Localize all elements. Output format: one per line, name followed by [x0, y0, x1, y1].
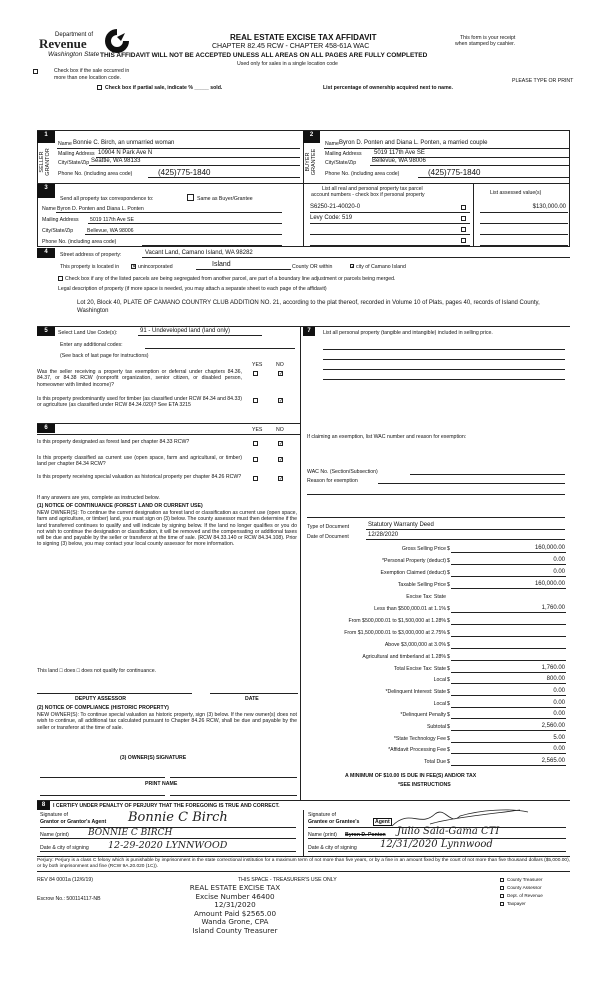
field-label: Signature of — [308, 812, 336, 818]
fee-value[interactable]: 0.00 — [553, 688, 565, 694]
personal-property-checkbox[interactable] — [461, 205, 466, 210]
grantor-printed-name[interactable]: BONNIE C BIRCH — [88, 828, 173, 838]
unincorporated-checkbox[interactable]: ✕ — [132, 264, 137, 270]
field-label: Phone No. (including area code) — [42, 239, 117, 245]
dollar-sign: $ — [447, 570, 450, 576]
buyer-grantee-label: BUYER GRANTEE — [305, 148, 317, 176]
treasurer-stamp — [150, 884, 320, 936]
field-label: Enter any additional codes: — [60, 342, 123, 348]
fee-label: Total Due — [424, 759, 446, 765]
legal-description[interactable]: Lot 20, Block 40, PLATE OF CAMANO COUNTRY CLUB ADDITION NO. 21, according to the plat thereof, recorded in Volume 10 of Plats, pages 40, records of Island County, Washington — [77, 300, 540, 314]
fee-label: Total Excise Tax: State — [393, 666, 446, 672]
dollar-sign: $ — [447, 701, 450, 707]
no-checkbox[interactable]: ✓ — [279, 371, 284, 377]
owner-signature-label: (3) OWNER(S) SIGNATURE — [120, 755, 187, 761]
field-label: city of Camano Island — [356, 264, 406, 270]
form-title: REAL ESTATE EXCISE TAX AFFIDAVIT — [230, 33, 377, 42]
field-label: Grantor or Grantor's Agent — [40, 819, 107, 825]
field-label: City/State/Zip — [42, 228, 74, 234]
same-as-buyer-label: Same as Buyer/Grantee — [197, 196, 253, 202]
yes-checkbox[interactable] — [253, 398, 258, 403]
fee-value[interactable]: 800.00 — [546, 676, 565, 682]
form-subtitle: CHAPTER 82.45 RCW - CHAPTER 458-61A WAC — [212, 43, 370, 50]
field-label: Type of Document — [307, 524, 350, 530]
dollar-sign: $ — [447, 747, 450, 753]
compliance-text: NEW OWNER(S): To continue special valuation as historic property, sign (3) below. If the new owner(s) does not wish to continue, all additional tax calculated pursuant to Chapter 84.26 RCW, shall be due and payable by the seller or transferor at the time of sale. — [37, 712, 297, 731]
copy-label: County Treasurer — [507, 877, 543, 882]
please-type: PLEASE TYPE OR PRINT — [512, 78, 574, 84]
section-number: 2 — [303, 131, 320, 143]
dollar-sign: $ — [447, 759, 450, 765]
fee-value[interactable]: 5.00 — [553, 735, 565, 741]
stamp-line: 12/31/2020 — [214, 900, 256, 910]
fee-label: Agricultural and timberland at 1.28% — [362, 654, 446, 660]
fee-value[interactable]: 0.00 — [553, 746, 565, 752]
buyer-city[interactable]: Bellevue, WA 98006 — [372, 158, 426, 164]
correspondence-name[interactable]: Byron D. Ponten and Diana L. Ponten — [57, 206, 144, 212]
personal-property-checkbox[interactable] — [461, 227, 466, 232]
parcel-number[interactable]: Levy Code: 519 — [310, 215, 353, 221]
dollar-sign: $ — [447, 630, 450, 636]
yes-checkbox[interactable] — [253, 441, 258, 446]
fee-value[interactable]: 0.00 — [553, 711, 565, 717]
minimum-note: A MINIMUM OF $10.00 IS DUE IN FEE(S) AND/OR TAX — [345, 773, 477, 779]
fee-label: *State Technology Fee — [393, 736, 446, 742]
continuance-text: NEW OWNER(S): To continue the current designation as forest land or classification as current use (open space, farm and agriculture, or timber) land, you must sign on (3) below. The county assessor must then determine if the land transferred continues to qualify and will indicate by signing below. If the land no longer qualifies or you do not wish to continue the designation or classification, it will be removed and the compensating or additional taxes will be due and payable by the seller or transferor at the time of sale. (RCW 84.33.140 or RCW 84.34.108). Prior to signing (3) below, you may contact your local county assessor for more information. — [37, 510, 297, 548]
field-label: Phone No. (including area code) — [325, 171, 400, 177]
perjury-notice: Perjury: Perjury is a class C felony which is punishable by imprisonment in the state correctional institution for a maximum term of not more than five years, or by a fine in an amount fixed by the court of not more than five thousand dollars ($5,000.00), or by both imprisonment and fine (RCW 9A.20.020 (1C)). — [37, 858, 570, 869]
copy-label: Dept. of Revenue — [507, 893, 543, 898]
receipt-note: This form is your receipt — [460, 35, 516, 41]
field-label: County OR within — [292, 264, 333, 270]
partial-sale-label: Check box if partial sale, indicate % _____ sold. — [105, 85, 223, 91]
field-label: Name (print) — [40, 832, 69, 838]
segregated-checkbox[interactable] — [58, 276, 63, 281]
fee-value[interactable]: 160,000.00 — [534, 581, 565, 587]
fee-value[interactable]: 160,000.00 — [534, 545, 565, 551]
location-note: Used only for sales in a single location code — [237, 61, 338, 67]
stamp-line: Wanda Grone, CPA — [201, 917, 269, 927]
property-street-address[interactable]: Vacant Land, Camano Island, WA 98282 — [145, 250, 253, 256]
field-label: Date & city of signing — [308, 845, 357, 851]
treasurer-use-label: THIS SPACE - TREASURER'S USE ONLY — [238, 877, 337, 883]
question-text: Is this property classified as current use (open space, farm and agricultural, or timber) land per chapter 84.34 RCW? — [37, 455, 242, 468]
seller-phone[interactable]: (425)775-1840 — [158, 168, 211, 177]
grantee-name-struck: Byron D. Ponten — [345, 832, 386, 838]
field-label: Name — [58, 141, 72, 147]
grantee-date-city[interactable]: 12/31/2020 Lynnwood — [380, 839, 493, 850]
assessed-value-header: List assessed value(s) — [490, 190, 542, 196]
continuance-title: (1) NOTICE OF CONTINUANCE (FOREST LAND OR CURRENT USE) — [37, 503, 203, 509]
dollar-sign: $ — [447, 677, 450, 683]
field-label: Phone No. (including area code) — [58, 171, 133, 177]
field-label: Date & city of signing — [40, 845, 89, 851]
fee-label: Taxable Selling Price — [397, 582, 446, 588]
fee-label: Local — [433, 701, 446, 707]
fee-value[interactable]: 0.00 — [553, 569, 565, 575]
field-label: This property is located in — [60, 264, 120, 270]
fee-value[interactable]: 2,565.00 — [541, 758, 565, 764]
fee-label: Local — [433, 677, 446, 683]
personal-property-label: List all personal property (tangible and intangible) included in selling price. — [323, 330, 493, 336]
buyer-phone[interactable]: (425)775-1840 — [428, 168, 481, 177]
question-text: Is this property receiving special valuation as historical property per chapter 84.26 RCW? — [37, 474, 242, 480]
no-checkbox[interactable]: ✓ — [279, 398, 284, 404]
copy-label: County Assessor — [507, 885, 542, 890]
grantor-signature[interactable]: Bonnie C Birch — [128, 810, 228, 825]
assessed-value[interactable]: $130,000.00 — [532, 204, 566, 210]
fee-label: *Affidavit Processing Fee — [388, 747, 446, 753]
dollar-sign: $ — [447, 582, 450, 588]
land-use-code[interactable]: 91 - Undeveloped land (land only) — [140, 328, 231, 334]
no-checkbox[interactable]: ✓ — [279, 457, 284, 463]
dollar-sign: $ — [447, 712, 450, 718]
section-number: 8 — [37, 801, 50, 810]
field-label: Mailing Address — [42, 217, 79, 223]
fee-label: *Personal Property (deduct) — [381, 558, 446, 564]
date-label: DATE — [245, 696, 259, 702]
fee-value[interactable]: 1,760.00 — [541, 665, 565, 671]
fee-label: Above $3,000,000 at 3.0% — [384, 642, 446, 648]
agent-circled: Agent — [375, 819, 390, 825]
copy-checkbox[interactable] — [500, 894, 504, 898]
certify-statement: I CERTIFY UNDER PENALTY OF PERJURY THAT THE FOREGOING IS TRUE AND CORRECT. — [53, 803, 280, 809]
stamp-line: Island County Treasurer — [192, 925, 278, 935]
stamp-line: Excise Number 46400 — [195, 891, 275, 901]
see-instructions: *SEE INSTRUCTIONS — [398, 782, 451, 788]
section-number: 4 — [37, 248, 55, 258]
correspondence-city[interactable]: Bellevue, WA 98006 — [87, 228, 134, 234]
copy-checkbox[interactable] — [500, 878, 504, 882]
dollar-sign: $ — [447, 736, 450, 742]
no-header: NO — [276, 362, 284, 368]
field-label: Grantee or Grantee's — [308, 819, 360, 825]
fee-label: From $500,000.01 to $1,500,000 at 1.28% — [348, 618, 446, 624]
yes-header: YES — [252, 427, 263, 433]
field-label: Name — [42, 206, 56, 212]
document-type[interactable]: Statutory Warranty Deed — [368, 522, 434, 528]
dollar-sign: $ — [447, 618, 450, 624]
send-correspondence-label: Send all property tax correspondence to: — [60, 196, 154, 202]
parcel-header: account numbers - check box if personal property — [311, 192, 425, 198]
form-revision: REV 84 0001a (12/6/19) — [37, 877, 93, 883]
yes-checkbox[interactable] — [253, 371, 258, 376]
seller-grantor-label: SELLER GRANTOR — [39, 148, 51, 176]
section-number: 1 — [37, 131, 55, 143]
dollar-sign: $ — [447, 689, 450, 695]
field-label: Date of Document — [307, 534, 349, 540]
escrow-number: Escrow No.: 500114117-NB — [37, 896, 101, 902]
correspondence-address[interactable]: 5019 117th Ave SE — [90, 217, 134, 223]
fee-label: *Delinquent Penalty — [400, 712, 446, 718]
section-number: 7 — [303, 327, 315, 336]
field-label: Street address of property: — [60, 252, 122, 258]
yes-checkbox[interactable] — [253, 476, 258, 481]
question-text: Is this property designated as forest land per chapter 84.33 RCW? — [37, 439, 190, 445]
buyer-name[interactable]: Byron D. Ponten and Diana L. Ponten, a married couple — [339, 140, 488, 146]
fee-value[interactable]: 0.00 — [553, 700, 565, 706]
field-label: City/State/Zip — [58, 160, 90, 166]
dor-logo-icon — [103, 27, 131, 55]
multi-location-label: Check box if the sale occurred in — [54, 68, 130, 74]
same-as-buyer-checkbox[interactable] — [187, 194, 194, 201]
fee-label: Subtotal — [426, 724, 446, 730]
field-label: WAC No. (Section/Subsection) — [307, 469, 378, 475]
section-number: 3 — [37, 184, 55, 198]
field-label: City/State/Zip — [325, 160, 357, 166]
fee-label: *Delinquent Interest: State — [385, 689, 446, 695]
no-header: NO — [276, 427, 284, 433]
fee-label: Excise Tax: State — [406, 594, 446, 600]
exemption-label: If claiming an exemption, list WAC number and reason for exemption: — [307, 434, 467, 440]
seller-city[interactable]: Seattle, WA 98133 — [91, 158, 141, 164]
dollar-sign: $ — [447, 654, 450, 660]
multi-location-checkbox[interactable] — [33, 69, 38, 74]
buyer-address[interactable]: 5019 117th Ave SE — [374, 150, 425, 156]
fee-value[interactable]: 1,760.00 — [541, 605, 565, 611]
county-name[interactable]: Island — [212, 261, 231, 268]
dollar-sign: $ — [447, 666, 450, 672]
segregated-label: Check box if any of the listed parcels are being segregated from another parcel, are part of a boundary line adjustment or parcels being merged. — [65, 276, 396, 282]
legal-description-label: Legal description of property (if more space is needed, you may attach a separate sheet to each page of the affidavit) — [58, 286, 327, 292]
multi-location-label: more than one location code. — [54, 75, 121, 81]
section-number: 6 — [37, 424, 55, 433]
field-label: Reason for exemption — [307, 478, 358, 484]
field-label: unincorporated — [138, 264, 173, 270]
document-date[interactable]: 12/28/2020 — [368, 532, 399, 538]
qualify-checkboxes[interactable]: This land □ does □ does not qualify for continuance. — [37, 668, 157, 674]
ownership-note: List percentage of ownership acquired next to name. — [323, 85, 454, 91]
dollar-sign: $ — [447, 558, 450, 564]
no-checkbox[interactable]: ✓ — [279, 476, 284, 482]
deputy-assessor-label: DEPUTY ASSESSOR — [75, 696, 127, 702]
fee-label: From $1,500,000.01 to $3,000,000 at 2.75% — [344, 630, 446, 636]
print-name-label: PRINT NAME — [145, 781, 178, 787]
field-label: Mailing Address — [325, 151, 362, 157]
if-yes-note: If any answers are yes, complete as instructed below. — [37, 495, 160, 501]
dollar-sign: $ — [447, 546, 450, 552]
logo-text: Revenue — [39, 36, 87, 51]
fee-value[interactable]: 0.00 — [553, 557, 565, 563]
field-label: Name (print) — [308, 832, 337, 838]
partial-sale-checkbox[interactable] — [97, 85, 102, 90]
copy-checkbox[interactable] — [500, 886, 504, 890]
yes-header: YES — [252, 362, 263, 368]
logo-text: Department of — [55, 32, 94, 38]
dollar-sign: $ — [447, 724, 450, 730]
fee-label: Exemption Claimed (deduct) — [380, 570, 446, 576]
grantor-date-city[interactable]: 12-29-2020 LYNNWOOD — [108, 840, 228, 851]
instructions-note: (See back of last page for instructions) — [60, 353, 149, 359]
fee-label: Less than $500,000.01 at 1.1% — [374, 606, 446, 612]
personal-property-checkbox[interactable] — [461, 216, 466, 221]
seller-address[interactable]: 10904 N Park Ave N — [98, 150, 153, 156]
compliance-title: (2) NOTICE OF COMPLIANCE (HISTORIC PROPERTY) — [37, 705, 169, 711]
copy-label: Taxpayer — [507, 901, 526, 906]
receipt-note: when stamped by cashier. — [455, 41, 515, 47]
field-label: Signature of — [40, 812, 68, 818]
seller-name[interactable]: Bonnie C. Birch, an unmarried woman — [73, 140, 175, 146]
warning-text: THIS AFFIDAVIT WILL NOT BE ACCEPTED UNLESS ALL AREAS ON ALL PAGES ARE FULLY COMPLETED — [100, 52, 428, 59]
field-label: Select Land Use Code(s): — [58, 330, 118, 336]
field-label: Name — [325, 141, 339, 147]
logo-text: Washington State — [48, 51, 100, 58]
copy-checkbox[interactable] — [500, 902, 504, 906]
dollar-sign: $ — [447, 642, 450, 648]
stamp-line: REAL ESTATE EXCISE TAX — [189, 883, 281, 892]
personal-property-checkbox[interactable] — [461, 238, 466, 243]
field-label: Mailing Address — [58, 151, 95, 157]
parcel-header: List all real and personal property tax parcel — [322, 186, 423, 192]
question-text: Was the seller receiving a property tax exemption or deferral under chapters 84.36, 84.37, or 84.38 RCW (nonprofit organization, senior citizen, or disabled person, homeowner with limited income)? — [37, 369, 242, 388]
dollar-sign: $ — [447, 606, 450, 612]
stamp-line: Amount Paid $2565.00 — [193, 908, 277, 918]
within-city-checkbox[interactable]: ✓ — [351, 264, 356, 270]
grantee-printed-name[interactable]: Julio Sala-Gama CTI — [397, 826, 500, 837]
section-number: 5 — [37, 327, 55, 336]
parcel-number[interactable]: S6250-21-40020-0 — [310, 204, 361, 210]
yes-checkbox[interactable] — [253, 457, 258, 462]
question-text: Is this property predominantly used for timber (as classified under RCW 84.34 and 84.33) or agriculture (as classified under RCW 84.34.020)? See ETA 3215 — [37, 396, 242, 409]
fee-value[interactable]: 2,560.00 — [541, 723, 565, 729]
no-checkbox[interactable]: ✓ — [279, 441, 284, 447]
fee-label: Gross Selling Price — [401, 546, 446, 552]
